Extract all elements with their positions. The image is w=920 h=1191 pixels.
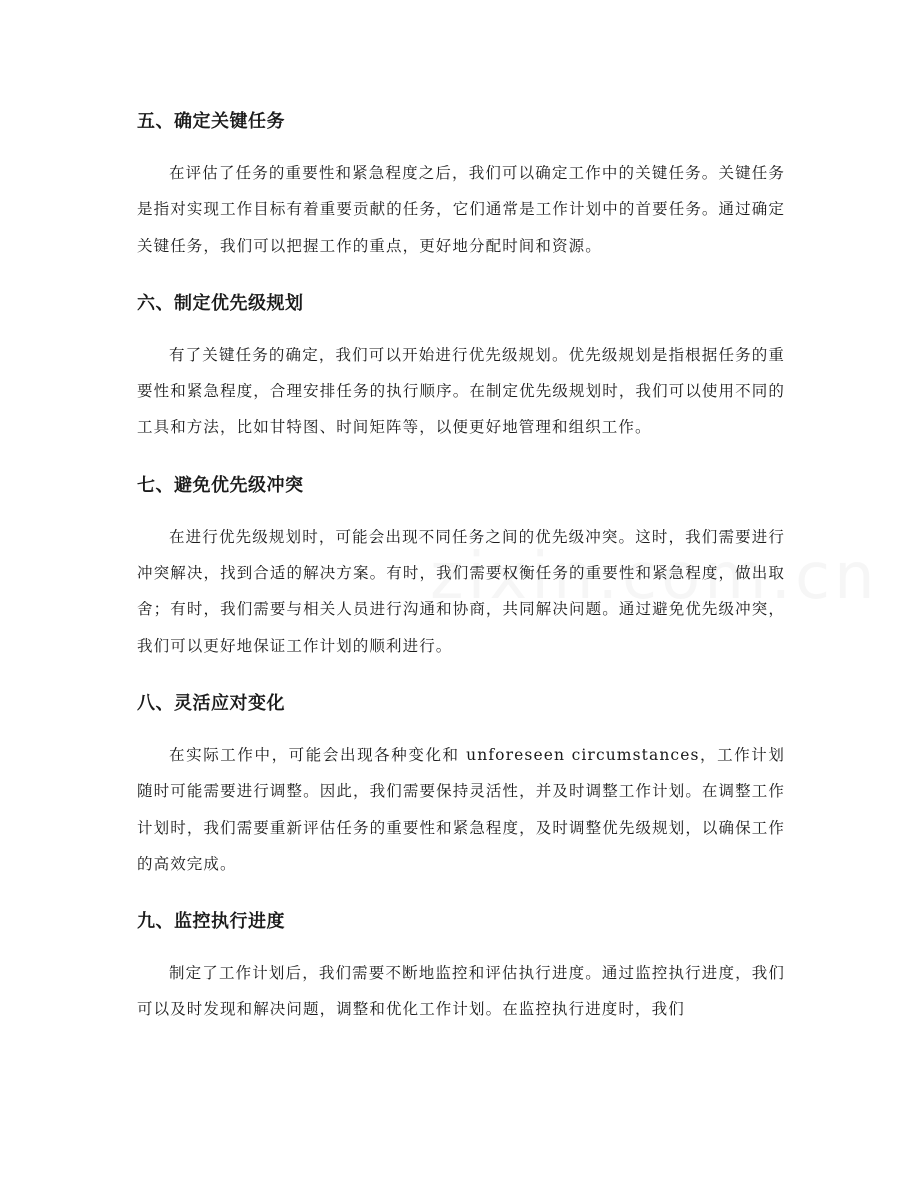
section-6: [137, 285, 785, 446]
section-paragraph: 制定了工作计划后，我们需要不断地监控和评估执行进度。通过监控执行进度，我们可以及时发现和解决问题，调整和优化工作计划。在监控执行进度时，我们: [137, 964, 785, 1019]
section-paragraph: 在评估了任务的重要性和紧急程度之后，我们可以确定工作中的关键任务。关键任务是指对实现工作目标有着重要贡献的任务，它们通常是工作计划中的首要任务。通过确定关键任务，我们可以把握工作的重点，更好地分配时间和资源。: [137, 164, 785, 255]
section-heading: 五、确定关键任务: [137, 111, 285, 132]
section-paragraph: 在实际工作中，可能会出现各种变化和 unforeseen circumstances，工作计划随时可能需要进行调整。因此，我们需要保持灵活性，并及时调整工作计划。在调整工作计划时，我们需要重新评估任务的重要性和紧急程度，及时调整优先级规划，以确保工作的高效完成。: [137, 745, 785, 873]
section-5: [137, 103, 785, 264]
section-heading: 六、制定优先级规划: [137, 292, 304, 314]
section-heading: 九、监控执行进度: [137, 911, 285, 933]
section-paragraph: 有了关键任务的确定，我们可以开始进行优先级规划。优先级规划是指根据任务的重要性和紧急程度，合理安排任务的执行顺序。在制定优先级规划时，我们可以使用不同的工具和方法，比如甘特图、时间矩阵等，以便更好地管理和组织工作。: [137, 345, 785, 437]
section-9: [137, 903, 785, 1028]
section-7: [137, 467, 785, 664]
section-heading: 七、避免优先级冲突: [137, 474, 304, 496]
section-heading: 八、灵活应对变化: [137, 692, 285, 714]
document-body: [137, 103, 785, 1049]
section-paragraph: 在进行优先级规划时，可能会出现不同任务之间的优先级冲突。这时，我们需要进行冲突解决，找到合适的解决方案。有时，我们需要权衡任务的重要性和紧急程度，做出取舍；有时，我们需要与相关人员进行沟通和协商，共同解决问题。通过避免优先级冲突，我们可以更好地保证工作计划的顺利进行。: [137, 527, 785, 655]
section-8: [137, 685, 785, 882]
